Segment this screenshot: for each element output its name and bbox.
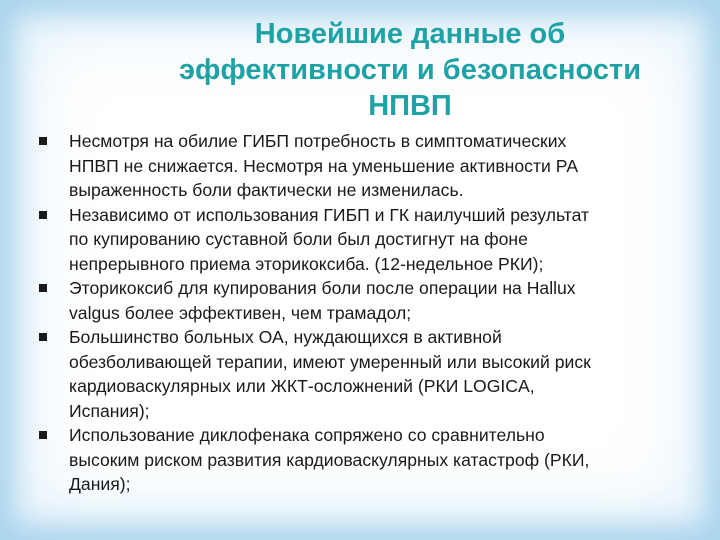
bullet-text-line: Независимо от использования ГИБП и ГК наилучший результат bbox=[69, 204, 590, 225]
slide-title-line: Новейшие данные об bbox=[254, 18, 566, 50]
bullet-text-line: Использование диклофенака сопряжено со сравнительно bbox=[69, 425, 545, 445]
bullet-item bbox=[36, 129, 686, 203]
bullet-text-line: выраженность боли фактически не изменилась. bbox=[69, 180, 464, 200]
bullet-text-line: НПВП не снижается. Несмотря на уменьшение активности РА bbox=[69, 155, 579, 176]
bullet-text-line: Большинство больных ОА, нуждающихся в активной bbox=[69, 327, 502, 347]
bullet-text-line: по купированию суставной боли был достигнут на фоне bbox=[69, 229, 528, 249]
bullet-text-line: valgus более эффективен, чем трамадол; bbox=[69, 302, 412, 323]
square-bullet-icon bbox=[39, 431, 47, 439]
bullet-item bbox=[36, 276, 686, 325]
square-bullet-icon bbox=[39, 137, 47, 145]
square-bullet-icon bbox=[39, 284, 47, 292]
bullet-text-line: Испания); bbox=[69, 400, 150, 421]
bullet-text-line: непрерывного приема эторикоксиба. (12-недельное РКИ); bbox=[69, 253, 544, 274]
bullet-text-line: обезболивающей терапии, имеют умеренный или высокий риск bbox=[69, 351, 591, 372]
bullet-text-line: высоким риском развития кардиоваскулярных катастроф (РКИ, bbox=[69, 449, 590, 470]
slide-title-line: НПВП bbox=[368, 90, 452, 122]
bullet-list bbox=[36, 129, 686, 497]
bullet-text-line: Несмотря на обилие ГИБП потребность в симптоматических bbox=[69, 131, 567, 151]
square-bullet-icon bbox=[39, 333, 47, 341]
bullet-text-line: Дания); bbox=[69, 474, 131, 494]
bullet-item bbox=[36, 423, 686, 497]
bullet-item bbox=[36, 325, 686, 423]
bullet-item bbox=[36, 203, 686, 277]
bullet-text-line: Эторикоксиб для купирования боли после операции на Hallux bbox=[69, 278, 576, 298]
square-bullet-icon bbox=[39, 211, 47, 219]
slide-title-line: эффективности и безопасности bbox=[178, 54, 642, 86]
slide-title bbox=[140, 16, 680, 124]
bullet-text-line: кардиоваскулярных или ЖКТ-осложнений (РКИ LOGICA, bbox=[69, 376, 535, 396]
